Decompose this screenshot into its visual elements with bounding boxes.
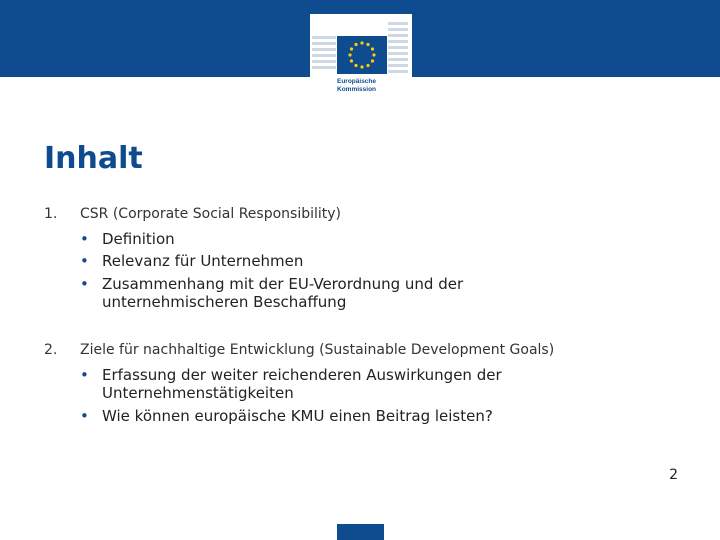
- logo-text: Europäische Kommission: [337, 78, 377, 93]
- bullet-icon: •: [80, 230, 89, 248]
- list-item: [80, 272, 550, 311]
- european-commission-logo: [310, 14, 412, 100]
- list-item: [80, 228, 550, 250]
- list-item-text: Relevanz für Unternehmen: [102, 252, 304, 270]
- section-number: 1.: [44, 206, 58, 222]
- section-heading: Ziele für nachhaltige Entwicklung (Sustainable Development Goals): [80, 342, 555, 358]
- list-item: [80, 402, 580, 427]
- bullet-icon: •: [80, 407, 89, 425]
- list-item-text: Definition: [102, 230, 175, 248]
- bullet-list: [80, 364, 580, 427]
- bullet-icon: •: [80, 252, 89, 270]
- footer-bar: [337, 524, 384, 540]
- list-item-text: Erfassung der weiter reichenderen Auswirkungen der Unternehmenstätigkeiten: [102, 366, 502, 402]
- list-item-text: Zusammenhang mit der EU-Verordnung und der unternehmischeren Beschaffung: [102, 275, 464, 311]
- page-number: 2: [669, 467, 678, 483]
- list-item-text: Wie können europäische KMU einen Beitrag leisten?: [102, 407, 493, 425]
- list-item: [80, 250, 550, 272]
- section-heading: CSR (Corporate Social Responsibility): [80, 206, 342, 222]
- bullet-icon: •: [80, 366, 89, 384]
- section-number: 2.: [44, 342, 58, 358]
- bullet-list: [80, 228, 550, 311]
- slide-title: Inhalt: [44, 141, 143, 176]
- bullet-icon: •: [80, 275, 89, 293]
- list-item: [80, 364, 580, 402]
